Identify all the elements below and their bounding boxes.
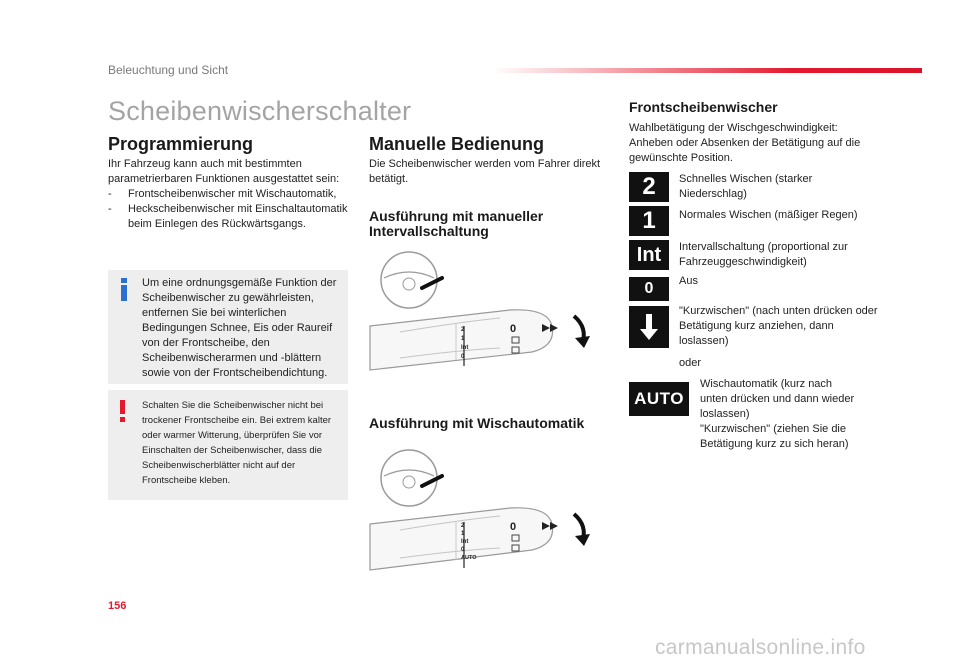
stalk-label-int: Int: [461, 539, 469, 545]
stalk-label-0: 0: [461, 547, 465, 553]
programming-text: [108, 157, 350, 232]
list-item-text: Heckscheibenwischer mit Einschaltautomatik beim Einlegen des Rückwärtsgangs.: [128, 203, 348, 230]
stalk-label-0: 0: [461, 354, 465, 360]
list-dash: -: [108, 188, 112, 200]
stalk-label-2: 2: [461, 327, 465, 333]
auto-wipe-text: Wischautomatik (kurz nach unten drücken und dann wieder loslassen) "Kurzwischen" (ziehen Sie die Betätigung kurz zu sich heran): [700, 378, 855, 450]
stalk-label-1: 1: [461, 336, 465, 342]
info-note: [108, 270, 348, 384]
position-1-text: Normales Wischen (mäßiger Regen): [679, 209, 858, 221]
programming-heading: Programmierung: [108, 134, 254, 154]
info-icon: [118, 278, 130, 302]
page-number: 156: [108, 600, 127, 612]
or-text: oder: [679, 357, 702, 369]
watermark: carmanualsonline.info: [655, 636, 866, 659]
list-dash: -: [108, 203, 112, 215]
rear-wiper-zero-label: 0: [510, 521, 517, 533]
header-rule: [492, 68, 922, 73]
stalk-label-int: Int: [461, 345, 469, 351]
manual-auto-heading: Ausführung mit Wischautomatik: [369, 415, 585, 431]
manual-interval-heading: Ausführung mit manueller Intervallschaltung: [369, 208, 544, 239]
wiper-stalk-auto-illustration: [360, 446, 600, 576]
rear-wiper-zero-label: 0: [510, 323, 517, 335]
list-item: [108, 187, 350, 202]
manual-text: Die Scheibenwischer werden vom Fahrer direkt betätigt.: [369, 158, 601, 185]
warning-icon: [118, 400, 128, 422]
stalk-label-2: 2: [461, 523, 465, 529]
info-note-text: Um eine ordnungsgemäße Funktion der Scheibenwischer zu gewährleisten, entfernen Sie bei winterlichen Bedingungen Schnee, Eis oder Raureif von der Frontscheibe, den Scheibenwischerarmen und -blättern sowie von der Frontscheibendichtung.: [142, 277, 337, 379]
arrow-down-icon: [629, 306, 669, 348]
warning-note: [108, 390, 348, 500]
manual-heading: Manuelle Bedienung: [369, 134, 545, 154]
position-2-text: Schnelles Wischen (starker Niederschlag): [679, 173, 813, 200]
programming-intro: Ihr Fahrzeug kann auch mit bestimmten parametrierbaren Funktionen ausgestattet sein:: [108, 158, 340, 185]
auto-badge: AUTO: [629, 382, 689, 416]
wiper-stalk-illustration: [360, 248, 600, 378]
position-0-badge: 0: [629, 277, 669, 301]
position-int-text: Intervallschaltung (proportional zur Fahrzeuggeschwindigkeit): [679, 241, 848, 268]
stalk-label-1: 1: [461, 531, 465, 537]
position-2-badge: 2: [629, 172, 669, 202]
list-item: [108, 202, 350, 232]
section-label: Beleuchtung und Sicht: [108, 63, 229, 77]
single-wipe-text: "Kurzwischen" (nach unten drücken oder Betätigung kurz anziehen, dann loslassen): [679, 305, 878, 347]
stalk-label-auto: AUTO: [461, 555, 477, 561]
front-wiper-intro: Wahlbetätigung der Wischgeschwindigkeit: Anheben oder Absenken der Betätigung auf die gewünschte Position.: [629, 122, 861, 164]
warning-note-text: Schalten Sie die Scheibenwischer nicht bei trockener Frontscheibe ein. Bei extrem kalter oder warmer Witterung, überprüfen Sie vor Einschalten der Scheibenwischer, dass die Scheibenwischerblätter nicht auf der Frontscheibe kleben.: [142, 400, 332, 486]
position-0-text: Aus: [679, 275, 698, 287]
position-int-badge: Int: [629, 240, 669, 270]
page-title: Scheibenwischerschalter: [108, 96, 412, 126]
front-wiper-heading: Frontscheibenwischer: [629, 99, 778, 115]
list-item-text: Frontscheibenwischer mit Wischautomatik,: [128, 188, 337, 200]
position-1-badge: 1: [629, 206, 669, 236]
